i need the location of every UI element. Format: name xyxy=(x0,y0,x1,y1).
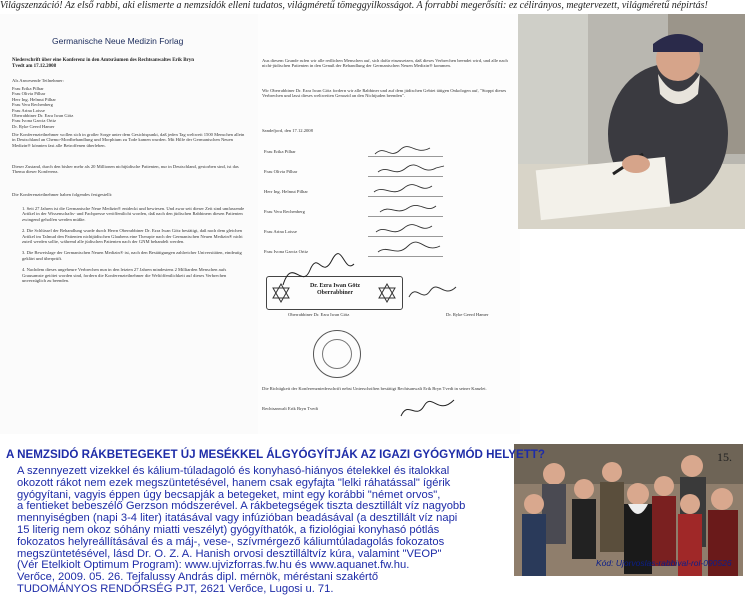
letter-page-middle xyxy=(258,14,520,434)
letter-org-title: Germanische Neue Medizin Forlag xyxy=(52,36,184,46)
confirm-text: Die Richtigkeit der Konferenzniederschrift nebst Unterschriften bestätigt Rechtsanwalt Erik Bryn Tvedt in seiner Kanzlei. xyxy=(262,386,487,391)
signature-stroke xyxy=(380,205,436,212)
lawyer-label: Rechtsanwalt Erik Bryn Tvedt xyxy=(262,406,318,411)
present-label: Als Anwesende Teilnehmer: xyxy=(12,78,64,83)
caption-line: A szennyezett vizekkel és kálium-túladagoló és konyhasó-hiányos ételekkel és italokkal xyxy=(17,465,450,477)
agreed-label: Die Konferenzteilnehmer haben folgendes festgestellt: xyxy=(12,192,113,197)
round-stamp xyxy=(313,330,361,378)
participant: Oberrabbiner Dr. Ezra Iwan Götz xyxy=(12,113,74,119)
document-code: Kód: Ujorvoslas-rabbival-rol-090526 xyxy=(596,558,732,568)
lawyer-signature xyxy=(398,394,458,424)
seal-text: Dr. Ezra Iwan Götz Oberrabbiner xyxy=(309,283,361,296)
signature-stroke xyxy=(374,185,432,192)
caption-line: fokozatos helyreállításával és a máj-, vese-, szívmérgező káliumtúladagolás fokozatos xyxy=(17,535,445,548)
caption-line: gyógyítani, vagyis éppen úgy becsapják a betegeket, mint egy korábbi "német orvos", xyxy=(17,488,441,501)
points-list xyxy=(22,206,247,283)
participant: Frau Arina Loisse xyxy=(12,107,45,113)
rabbi-signature xyxy=(278,250,358,295)
point: 3. Die Beweislage der Germanischen Neuen Medizin® ist, nach den Bestätigungen zahlreicher Universitäten, eindeutig geklärt und überprüft. xyxy=(22,250,242,261)
participant: Frau Ivona Garcia Ortiz xyxy=(12,118,57,124)
signer-name: Frau Erika Pilhar xyxy=(264,149,296,154)
participant: Frau Erika Pilhar xyxy=(12,86,44,91)
signature-stroke xyxy=(375,147,430,154)
signature-stroke xyxy=(378,165,444,172)
page-mark: 15. xyxy=(717,450,732,464)
handwritten-signatures xyxy=(370,142,460,267)
top-banner: Világszenzáció! Az első rabbi, aki elismerte a nemzsidók elleni tudatos, világméretű tömeggyilkosságot. A forrabbi megerősíti: ez célirányos, megtervezett, világméretű népirtás! xyxy=(0,0,708,11)
point: 1. Seit 27 Jahren ist die Germanische Neue Medizin® entdeckt und bewiesen. Und zwar seit dieser Zeit sind umfassende Artikel in der Wissenschafts- und Fachpresse veröffentlicht worden, daß nach den jüdischen Rabbinern diesen Patienten zwingend geholfen werden müßte. xyxy=(22,206,245,222)
participant: Frau Vera Rechenberg xyxy=(12,102,53,108)
caption-line: Verőce, 2009. 05. 26. Tejfalussy András dipl. mérnök, méréstani szakértő xyxy=(17,571,379,584)
caption-line: 15 literig nem okoz sóhány miatti veszélyt) gyógyíthatók, a fiziológiai konyhasó pótlás xyxy=(17,523,440,536)
participant: Frau Olivia Pilhar xyxy=(12,91,46,97)
letter-heading: Niederschrift über eine Konferenz in den Amtsräumen des Rechtsanwaltes Erik Bryn Tvedt am 17.12.2008 xyxy=(12,58,195,69)
letter-page-left xyxy=(0,14,258,434)
caption-line: okozott rákot nem ezek megszüntetésével, hanem csak egyfajta "lelki ráhatással" ígérik xyxy=(17,476,451,489)
signer-name: Frau Vera Rechenberg xyxy=(264,209,305,214)
place-date: Sandefjord, den 17.12.2008 xyxy=(262,128,313,133)
caption-line: megszüntetésével, lásd Dr. O. Z. A. Hanish orvosi desztilláltvíz kúra, valamint "VEOP" xyxy=(17,547,442,560)
hamer-signature xyxy=(406,279,461,309)
letter-para2: Dieser Zustand, durch den bisher mehr als 20 Millionen nichtjüdische Patienten, nur in Deutschland, gestorben sind, ist das Thema dieser Konferenz. xyxy=(12,164,239,175)
caption-line: mennyiségben (napi 3-4 liter) itatásával vagy infúzióban beadásával (a desztillált víz napi xyxy=(17,512,458,525)
point: 2. Die Schlüssel der Behandlung wurde durch Herrn Oberrabbiner Dr. Ezra Iwan Götz bestätigt, daß nach dem gleichen Artikel im Talmud den Patienten nichtjüdischen Glaubens eine Therapie nach der Germanischen Neuen Medizin® nicht zuteil werden sollte, während alle jüdischen Patienten nach der GNM behandelt werden. xyxy=(22,228,243,245)
participant: Dr. Ryke Geerd Hamer xyxy=(12,123,55,129)
photo-rabbi-signing xyxy=(518,14,745,229)
participant: Herr Ing. Helmut Pilhar xyxy=(12,96,56,102)
caption-line: a fentieket bebeszélő Gerzson módszerével. A rákbetegségek tiszta desztillált víz nagyobb xyxy=(17,500,466,513)
hand xyxy=(622,155,650,173)
mid-intro: Aus diesem Grunde rufen wir alle redlichen Menschen auf, sich dafür einzusetzen, daß dieses Verbrechen beendet wird, und alle nach nicht-jüdischen Patienten in den Genuß der Behandlung der Germanischen Neuen Medizin® kommen. xyxy=(262,58,508,69)
caption-line: TUDOMÁNYOS RENDŐRSÉG PJT, 2621 Verőce, Lugosi u. 71. xyxy=(17,582,334,595)
mid-para2: Wir Oberrabbiner Dr. Ezra Iwan Götz fordern wir alle Rabbiner und auf dem jüdischen Gebiet tätigen Onkologen auf, "Stoppt dieses Verbrechen und lasst dieses weltweiten Genozid an den Nichtjuden beenden". xyxy=(262,88,507,99)
seal-label: Oberrabbiner Dr. Ezra Iwan Götz xyxy=(288,312,350,317)
signer-name: Frau Ivona Garcia Ortiz xyxy=(264,249,309,254)
caption-body xyxy=(17,466,525,596)
participants-list xyxy=(12,86,73,129)
signature-stroke xyxy=(378,242,440,252)
signer-name: Frau Arina Loisse xyxy=(264,229,297,234)
caption-line: (Vér Etelkiolt Optimum Program): www.ujvizforras.fw.hu és www.aquanet.fw.hu. xyxy=(17,559,410,572)
signer-name: Herr Ing. Helmut Pilhar xyxy=(264,189,308,194)
star-of-david-icon xyxy=(377,283,397,303)
letter-intro: Die Konferenzteilnehmer wollen sich in großer Sorge unter dem Gesichtspunkt, daß jeden Tag weltweit 1500 Menschen allein in Deutschland an Chemo-Mordbehandlung und Morphium zu Tode kamen wurden. Mit Hilfe der Germanischen Neuen Medizin® könnten fast alle Betroffenen überleben. xyxy=(12,132,245,148)
point: 4. Nachdem dieses ungeheure Verbrechen nun in den letzten 27 Jahren mindestens 2 Milliarden Menschen aufs Grausamste getötet worden sind, fordern die Konferenzteilnehmer die Weltöffentlichkeit auf dieses Verbrechen unverzüglich zu beenden. xyxy=(22,267,227,284)
signature-stroke xyxy=(376,225,432,232)
hamer-label: Dr. Ryke Geerd Hamer xyxy=(446,312,489,317)
signer-name: Frau Olivia Pilhar xyxy=(264,169,298,174)
caption-title: A NEMZSIDÓ RÁKBETEGEKET ÚJ MESÉKKEL ÁLGYÓGYÍTJÁK AZ IGAZI GYÓGYMÓD HELYETT? xyxy=(6,448,545,461)
photo-group xyxy=(514,444,743,576)
